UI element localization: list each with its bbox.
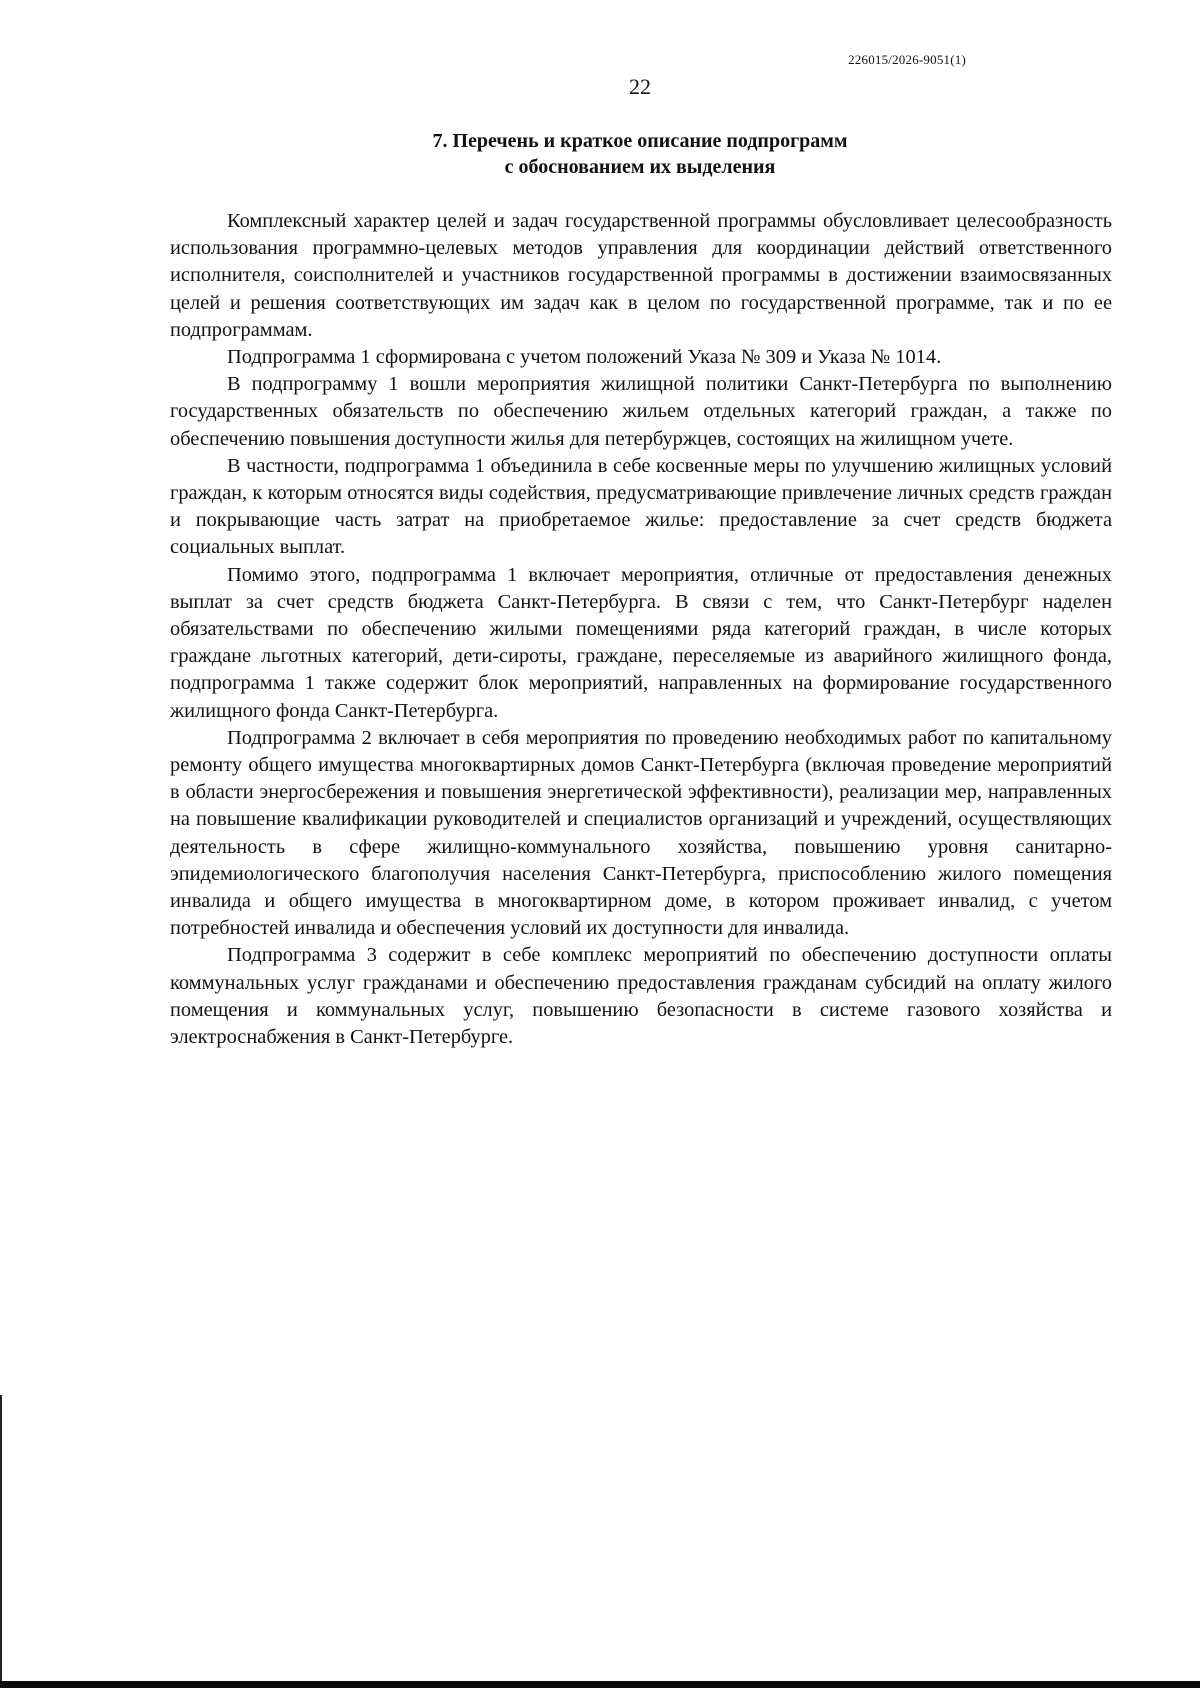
section-title-line-1: 7. Перечень и краткое описание подпрограмм (432, 130, 848, 152)
scan-edge-left (0, 1395, 2, 1688)
page-number: 22 (629, 74, 651, 99)
section-title-line-2: с обоснованием их выделения (504, 156, 776, 178)
paragraph-subprogram-1-scope: В подпрограмму 1 вошли мероприятия жилищной политики Санкт-Петербурга по выполнению государственных обязательств по обеспечению жильем отдельных категорий граждан, а также по обеспечению повышения доступности жилья для петербуржцев, состоящих на жилищном учете. (170, 373, 1112, 450)
document-id: 226015/2026-9051(1) (848, 52, 966, 67)
paragraph-subprogram-2: Подпрограмма 2 включает в себя мероприятия по проведению необходимых работ по капитальному ремонту общего имущества многоквартирных домов Санкт-Петербурга (включая проведение мероприятий в области энергосбережения и повышения энергетической эффективности), реализации мер, направленных на повышение квалификации руководителей и специалистов организаций и учреждений, осуществляющих деятельность в сфере жилищно-коммунального хозяйства, повышению уровня санитарно-эпидемиологического благополучия населения Санкт-Петербурга, приспособлению жилого помещения инвалида и общего имущества в многоквартирном доме, в котором проживает инвалид, с учетом потребностей инвалида и обеспечения условий их доступности для инвалида. (170, 726, 1112, 940)
paragraph-subprogram-1-basis: Подпрограмма 1 сформирована с учетом положений Указа № 309 и Указа № 1014. (227, 346, 942, 369)
paragraph-subprogram-1-indirect-measures: В частности, подпрограмма 1 объединила в себе косвенные меры по улучшению жилищных условий граждан, к которым относятся виды содействия, предусматривающие привлечение личных средств граждан и покрывающие часть затрат на приобретаемое жилье: предоставление за счет средств бюджета социальных выплат. (170, 454, 1112, 559)
paragraph-intro: Комплексный характер целей и задач государственной программы обусловливает целесообразность использования программно-целевых методов управления для координации действий ответственного исполнителя, соисполнителей и участников государственной программы в достижении взаимосвязанных целей и решения соответствующих им задач как в целом по государственной программе, так и по ее подпрограммам. (170, 210, 1112, 341)
paragraph-subprogram-3: Подпрограмма 3 содержит в себе комплекс мероприятий по обеспечению доступности оплаты коммунальных услуг гражданами и обеспечению предоставления гражданам субсидий на оплату жилого помещения и коммунальных услуг, повышению безопасности в системе газового хозяйства и электроснабжения в Санкт-Петербурге. (170, 944, 1112, 1049)
body-text (170, 208, 1112, 1051)
paragraph-subprogram-1-housing-fund: Помимо этого, подпрограмма 1 включает мероприятия, отличные от предоставления денежных выплат за счет средств бюджета Санкт-Петербурга. В связи с тем, что Санкт-Петербург наделен обязательствами по обеспечению жилыми помещениями ряда категорий граждан, в числе которых граждане льготных категорий, дети-сироты, граждане, переселяемые из аварийного жилищного фонда, подпрограмма 1 также содержит блок мероприятий, направленных на формирование государственного жилищного фонда Санкт-Петербурга. (170, 563, 1112, 722)
scan-edge-bottom (0, 1681, 1200, 1688)
section-title (0, 128, 1200, 180)
